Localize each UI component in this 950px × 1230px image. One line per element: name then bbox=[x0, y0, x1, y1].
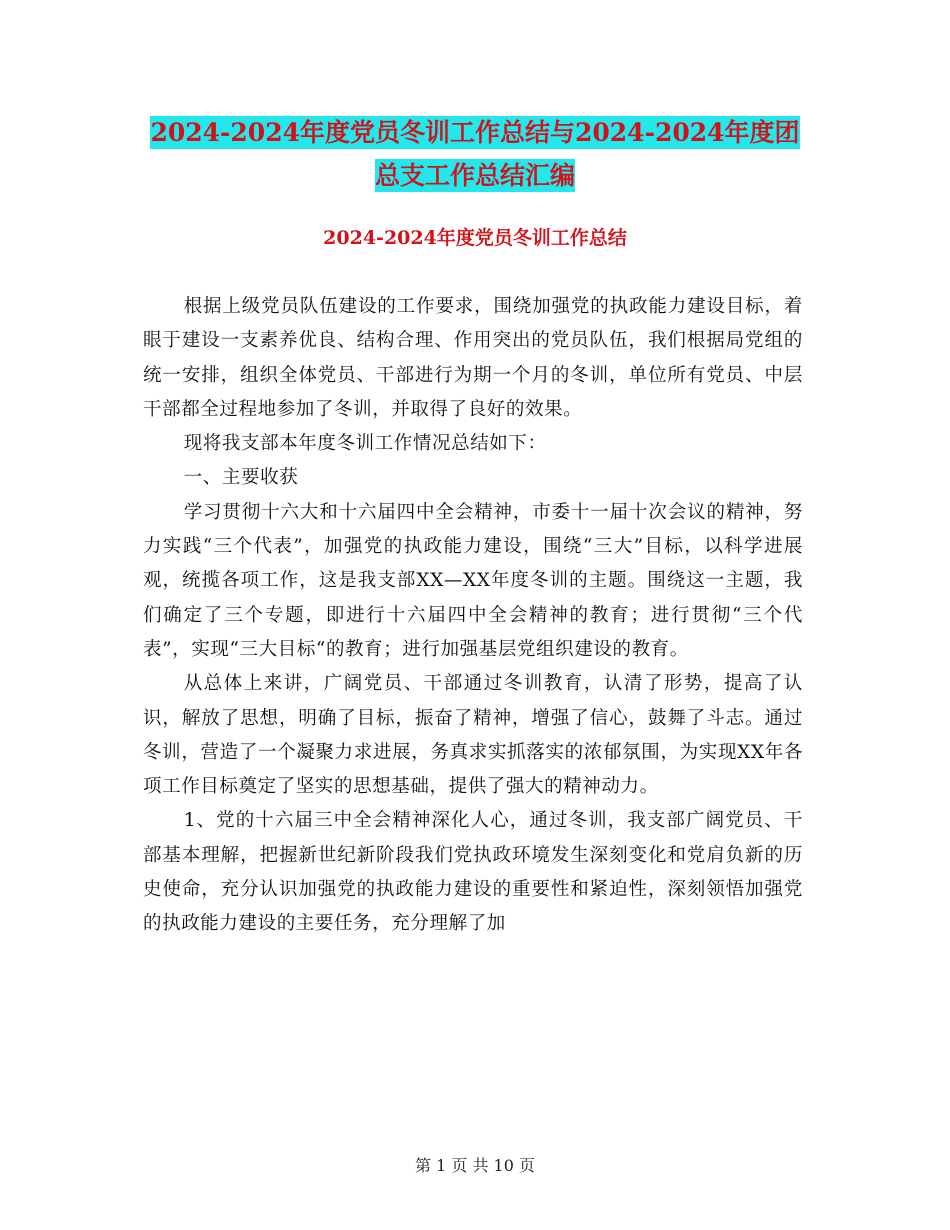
page-number-footer: 第 1 页 共 10 页 bbox=[415, 1156, 535, 1175]
paragraph: 1、党的十六届三中全会精神深化人心，通过冬训，我支部广阔党员、干部基本理解，把握新世纪新阶段我们党执政环境发生深刻变化和党肩负新的历史使命，充分认识加强党的执政能力建设的重要性和紧迫性，深刻领悟加强党的执政能力建设的主要任务，充分理解了加 bbox=[143, 810, 803, 935]
main-title-line-2 bbox=[140, 154, 810, 198]
paragraph: 学习贯彻十六大和十六届四中全会精神，市委十一届十次会议的精神，努力实践“三个代表”，加强党的执政能力建设，围绕“三大”目标，以科学进展观，统揽各项工作，这是我支部XX—XX年度冬训的主题。围绕这一主题，我们确定了三个专题，即进行十六届四中全会精神的教育；进行贯彻“三个代表”，实现“三大目标“的教育；进行加强基层党组织建设的教育。 bbox=[143, 501, 803, 660]
main-title-line-1-text: 2024-2024年度党员冬训工作总结与2024-2024年度团 bbox=[150, 118, 800, 147]
paragraph: 根据上级党员队伍建设的工作要求，围绕加强党的执政能力建设目标，着眼于建设一支素养优良、结构合理、作用突出的党员队伍，我们根据局党组的统一安排，组织全体党员、干部进行为期一个月的冬训，单位所有党员、中层干部都全过程地参加了冬训，并取得了良好的效果。 bbox=[143, 296, 803, 420]
paragraph: 现将我支部本年度冬训工作情况总结如下： bbox=[183, 433, 547, 455]
section-heading: 一、主要收获 bbox=[183, 467, 299, 489]
main-title-line-1 bbox=[140, 111, 810, 155]
main-title-line-2-text: 总支工作总结汇编 bbox=[374, 161, 575, 190]
paragraph: 从总体上来讲，广阔党员、干部通过冬训教育，认清了形势，提高了认识，解放了思想，明确了目标，振奋了精神，增强了信心，鼓舞了斗志。通过冬训，营造了一个凝聚力求进展，务真求实抓落实的浓郁氛围，为实现XX年各项工作目标奠定了坚实的思想基础，提供了强大的精神动力。 bbox=[143, 673, 803, 798]
document-body bbox=[143, 290, 803, 942]
section-title: 2024-2024年度党员冬训工作总结 bbox=[323, 227, 627, 249]
